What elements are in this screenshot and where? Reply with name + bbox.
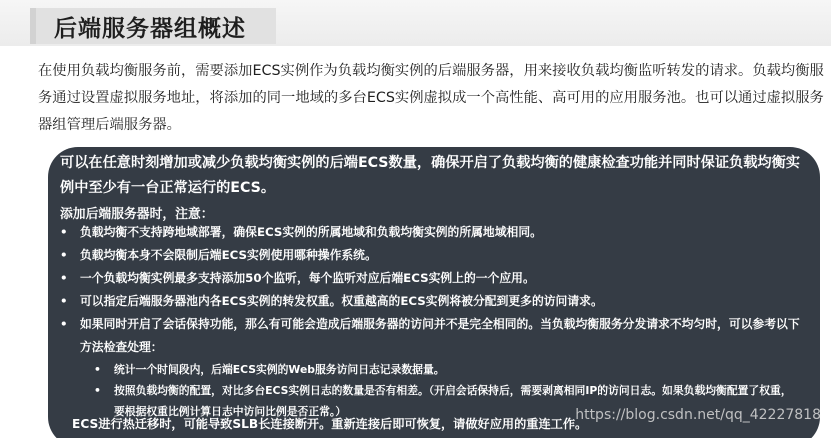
list-item-text: 负载均衡本身不会限制后端ECS实例使用哪种操作系统。	[80, 248, 377, 262]
list-item-text: 负载均衡不支持跨地域部署，确保ECS实例的所属地域和负载均衡实例的所属地域相同。	[80, 225, 542, 239]
bullet-icon: •	[94, 384, 101, 397]
note-box	[48, 147, 820, 438]
bullet-icon: •	[60, 225, 68, 239]
note-last-line: ECS进行热迁移时，可能导致SLB长连接断开。重新连接后即可恢复，请做好应用的重连工作。	[72, 417, 588, 431]
title-bar	[30, 8, 276, 44]
list-item	[56, 221, 801, 244]
bullet-icon: •	[60, 317, 68, 331]
list-item-text: 如果同时开启了会话保持功能，那么有可能会造成后端服务器的访问并不是完全相同的。当负载均衡服务分发请求不均匀时，可以参考以下方法检查处理：	[80, 317, 800, 354]
list-item	[56, 290, 801, 313]
sub-list-item-text: 按照负载均衡的配置，对比多台ECS实例日志的数量是否有相差。（开启会话保持后，需要剥离相同IP的访问日志。如果负载均衡配置了权重，要根据权重比例计算日志中访问比例是否正常。）	[114, 384, 792, 418]
bullet-icon: •	[60, 294, 68, 308]
list-item-text: 一个负载均衡实例最多支持添加50个监听，每个监听对应后端ECS实例上的一个应用。	[80, 271, 535, 285]
bullet-icon: •	[94, 363, 101, 376]
note-subhead: 添加后端服务器时，注意：	[60, 207, 214, 222]
list-item-text: 可以指定后端服务器池内各ECS实例的转发权重。权重越高的ECS实例将被分配到更多的访问请求。	[80, 294, 603, 308]
list-item	[56, 267, 801, 290]
sub-list-item	[80, 359, 801, 380]
bullet-icon: •	[60, 271, 68, 285]
slide-title: 后端服务器组概述	[54, 16, 246, 42]
bullet-icon: •	[60, 248, 68, 262]
note-list	[56, 221, 801, 422]
intro-paragraph: 在使用负载均衡服务前，需要添加ECS实例作为负载均衡实例的后端服务器，用来接收负载均衡监听转发的请求。负载均衡服务通过设置虚拟服务地址，将添加的同一地域的多台ECS实例虚拟成一个高性能、高可用的应用服务池。也可以通过虚拟服务器组管理后端服务器。	[38, 63, 824, 133]
list-item	[56, 313, 801, 422]
note-lead: 可以在任意时刻增加或减少负载均衡实例的后端ECS数量，确保开启了负载均衡的健康检查功能并同时保证负载均衡实例中至少有一台正常运行的ECS。	[60, 155, 800, 196]
list-item	[56, 244, 801, 267]
sub-list-item-text: 统计一个时间段内，后端ECS实例的Web服务访问日志记录数据量。	[114, 363, 445, 376]
watermark: https://blog.csdn.net/qq_42227818	[575, 407, 821, 423]
